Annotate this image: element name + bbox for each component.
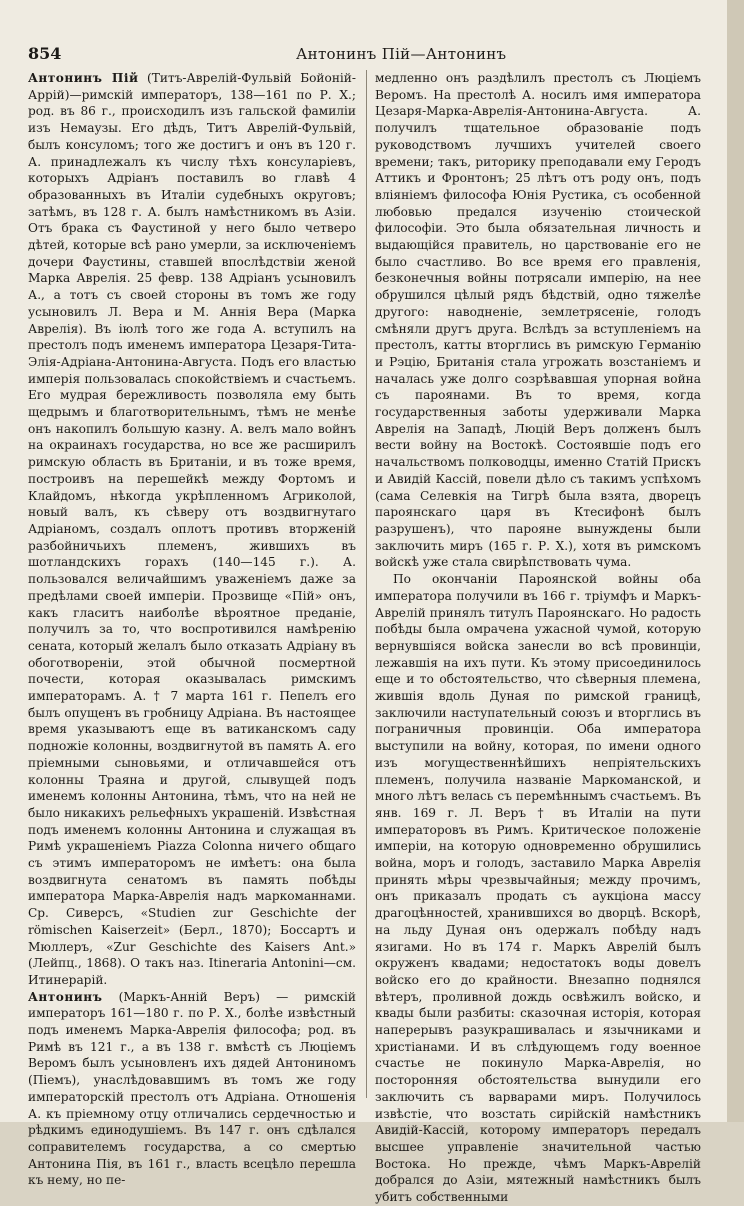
entry-body: (Маркъ-Анній Веръ) — римскій императоръ 161—180 г. по Р. Х., болѣе извѣстный подъ именемъ Марка-Аврелія философа; род. въ Римѣ въ 121 г., а въ 138 г. вмѣстѣ съ Люціемъ Веромъ былъ усыновленъ ихъ дядей Антониномъ (Піемъ), унаслѣдовавшимъ въ томъ же году императорскій престолъ отъ Адріана. Отношенія А. къ пріемному отцу отличались сердечностью и рѣдкимъ единодушіемъ. Въ 147 г. онъ сдѣлался соправителемъ государства, а со смертью Антонина Пія, въ 161 г., власть всецѣло перешла къ нему, но пе- <box>28 989 356 1188</box>
column-rule <box>366 70 367 1098</box>
page-header <box>28 44 700 66</box>
entry-antonin-pius <box>28 70 356 989</box>
entry-body: (Титъ-Аврелій-Фульвій Бойоній-Аррій)—римскій императоръ, 138—161 по Р. Х.; род. въ 86 г., происходилъ изъ гальской фамиліи изъ Немаузы. Его дѣдъ, Титъ Аврелій-Фульвій, былъ консуломъ; того же достигъ и онъ въ 120 г. А. принадлежалъ къ числу тѣхъ консуларіевъ, которыхъ Адріанъ поставилъ во главѣ 4 образованныхъ въ Италіи судебныхъ округовъ; затѣмъ, въ 128 г. А. былъ намѣстникомъ въ Азіи. Отъ брака съ Фаустиной у него было четверо дѣтей, которые всѣ рано умерли, за исключеніемъ дочери Фаустины, ставшей впослѣдствіи женой Марка Аврелія. 25 февр. 138 Адріанъ усыновилъ А., а тотъ съ своей стороны въ томъ же году усыновилъ Л. Вера и М. Аннія Вера (Марка Аврелія). Въ іюлѣ того же года А. вступилъ на престолъ подъ именемъ императора Цезаря-Тита-Элія-Адріана-Антонина-Августа. Подъ его властью имперія пользовалась спокойствіемъ и счастьемъ. Его мудрая бережливость позволяла ему быть щедрымъ и благотворительнымъ, тѣмъ не менѣе онъ накопилъ большую казну. А. велъ мало войнъ на окраинахъ государства, но все же расширилъ римскую область въ Британіи, и въ тоже время, построивъ на перешейкѣ между Фортомъ и Клайдомъ, нѣкогда укрѣпленномъ Агриколой, новый валъ, къ сѣверу отъ воздвигнутаго Адріаномъ, создалъ оплотъ противъ вторженій разбойничьихъ племенъ, жившихъ въ шотландскихъ горахъ (140—145 г.). А. пользовался величайшимъ уваженіемъ даже за предѣлами своей имперіи. Прозвище «Пій» онъ, какъ гласитъ наиболѣе вѣроятное преданіе, получилъ за то, что воспротивился намѣренію сената, который желалъ было отказать Адріану въ обоготвореніи, этой обычной посмертной почести, которая оказывалась римскимъ императорамъ. А. † 7 марта 161 г. Пепелъ его былъ опущенъ въ гробницу Адріана. Въ настоящее время указываютъ еще въ ватиканскомъ саду подножіе колонны, воздвигнутой въ память А. его пріемными сыновьями, и отличавшейся отъ колонны Траяна и другой, слывущей подъ именемъ колонны Антонина, тѣмъ, что на ней не было никакихъ рельефныхъ украшеній. Извѣстная подъ именемъ колонны Антонина и служащая въ Римѣ украшеніемъ Piazza Colonna ничего общаго съ этимъ императоромъ не имѣетъ: она была воздвигнута сенатомъ въ память побѣды императора Марка-Аврелія надъ маркоманнами. Ср. Сиверсъ, «Studien zur Geschichte der römischen Kaiserzeit» (Берл., 1870); Боссартъ и Мюллеръ, «Zur Geschichte des Kaisers Ant.» (Лейпц., 1868). О такъ наз. Itineraria Antonini—см. Итинерарій. <box>28 71 357 987</box>
right-column <box>375 70 701 1205</box>
page-number: 854 <box>28 44 62 63</box>
entry-antonin-marcus <box>28 989 356 1189</box>
left-column <box>28 70 357 1188</box>
entry-headword: Антонинъ <box>28 989 103 1004</box>
running-head: Антонинъ Пій—Антонинъ <box>296 45 507 63</box>
paragraph: По окончаніи Пароянской войны оба императора получили въ 166 г. тріумфъ и Маркъ-Аврелій принялъ титулъ Пароянскаго. Но радость побѣды была омрачена ужасной чумой, которую вернувшіяся войска занесли во всѣ провинціи, лежавшія на ихъ пути. Къ этому присоединилось еще и то обстоятельство, что сѣверныя племена, жившія вдоль Дуная по римской границѣ, заключили наступательный союзъ и вторглись въ пограничныя провинціи. Оба императора выступили на войну, которая, по имени одного изъ могущественнѣйшихъ непріятельскихъ племенъ, получила названіе Маркоманской, и много лѣтъ велась съ перемѣннымъ счастьемъ. Въ янв. 169 г. Л. Веръ † въ Италіи на пути императоровъ въ Римъ. Критическое положеніе имперіи, на которую одновременно обрушились война, моръ и голодъ, заставило Марка Аврелія принять мѣры чрезвычайныя; между прочимъ, онъ приказалъ продать съ аукціона массу драгоцѣнностей, хранившихся во дворцѣ. Вскорѣ, на льду Дуная онъ одержалъ побѣду надъ язигами. Но въ 174 г. Маркъ Аврелій былъ окруженъ квадами; недостатокъ воды довелъ войско его до крайности. Внезапно поднялся вѣтеръ, проливной дождь освѣжилъ войско, и квады были разбиты: сказочная исторія, которая наперерывъ разукрашивалась и язычниками и христіанами. И въ слѣдующемъ году военное счастье не покинуло Марка-Аврелія, но посторонняя обстоятельства вынудили его заключить съ варварами миръ. Получилось извѣстіе, что возстать сирійскій намѣстникъ Авидій-Кассій, которому императоръ передалъ высшее управленіе значительной частью Востока. Но прежде, чѣмъ Маркъ-Аврелій добрался до Азіи, мятежный намѣстникъ былъ убитъ собственными <box>375 572 701 1205</box>
page-edge <box>727 0 744 1122</box>
entry-headword: Антонинъ Пій <box>28 71 139 85</box>
paragraph: медленно онъ раздѣлилъ престолъ съ Люціемъ Веромъ. На престолѣ А. носилъ имя императора Цезаря-Марка-Аврелія-Антонина-Августа. А. получилъ тщательное образованіе подъ руководствомъ лучшихъ учителей своего времени; такъ, риторику преподавали ему Геродъ Аттикъ и Фронтонъ; 25 лѣтъ отъ роду онъ, подъ вліяніемъ философа Юнія Рустика, съ особенной любовью предался изученію стоической философіи. Это была обязательная личность и выдающійся правитель, но царствованіе его не было счастливо. Во все время его правленія, безконечныя войны потрясали имперію, на нее обрушился цѣлый рядъ бѣдствій, одно тяжелѣе другого: наводненіе, землетрясеніе, голодъ смѣняли другъ друга. Вслѣдъ за вступленіемъ на престолъ, катты вторглись въ римскую Германію и Рэцію, Британія стала угрожать возстаніемъ и началась уже долго созрѣвавшая упорная война съ пароянами. Въ то время, когда государственныя заботы удерживали Марка Аврелія на Западѣ, Люцій Веръ долженъ былъ вести войну на Востокѣ. Состоявшіе подъ его начальствомъ полководцы, именно Статій Прискъ и Авидій Кассій, повели дѣло съ такимъ успѣхомъ (сама Селевкія на Тигрѣ была взята, дворецъ пароянскаго царя въ Ктесифонѣ былъ разрушенъ), что парояне вынуждены были заключить миръ (165 г. Р. Х.), хотя въ римскомъ войскѣ уже стала свирѣпствовать чума. <box>375 71 701 570</box>
